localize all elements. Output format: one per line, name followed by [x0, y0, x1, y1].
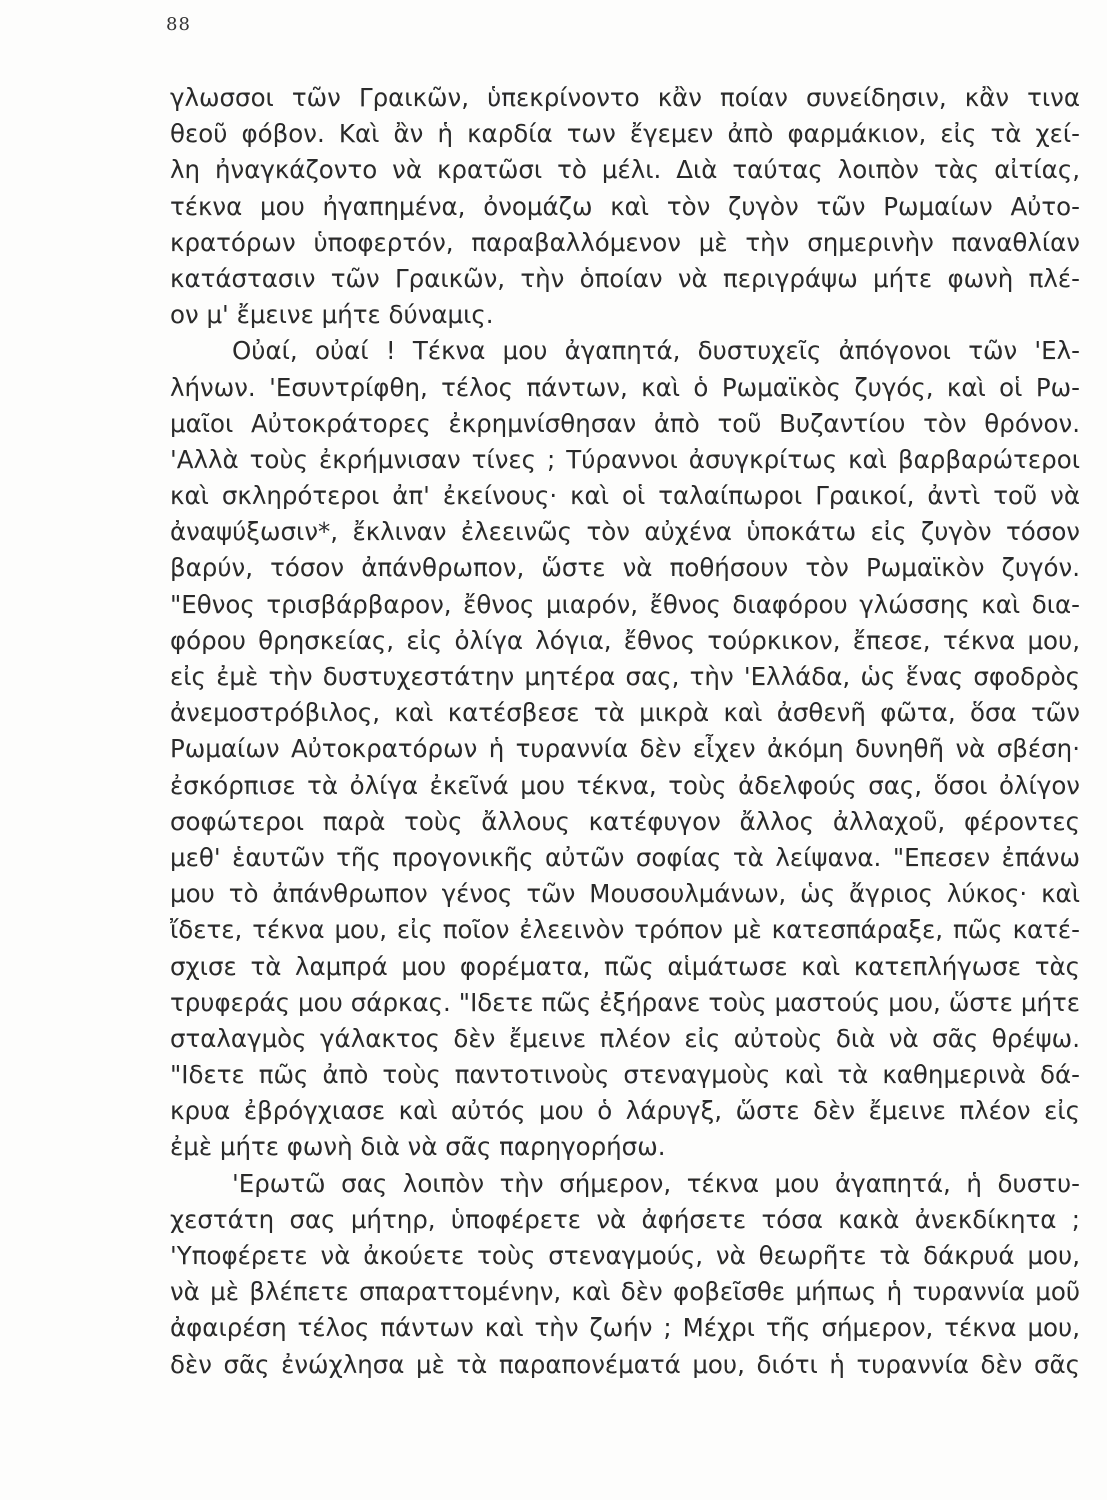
text-line: ἐμὲ μήτε φωνὴ διὰ νὰ σᾶς παρηγορήσω.	[170, 1132, 666, 1162]
text-line: ἴδετε, τέκνα μου, εἰς ποῖον ἐλεεινὸν τρόπον μὲ κατεσπάραξε, πῶς κατέ-	[170, 915, 1080, 945]
text-line: χεστάτη σας μήτηρ, ὑποφέρετε νὰ ἀφήσετε τόσα κακὰ ἀνεκδίκητα ;	[170, 1204, 1080, 1234]
text-line: 'Ερωτῶ σας λοιπὸν τὴν σήμερον, τέκνα μου ἀγαπητά, ἡ δυστυ-	[232, 1168, 1080, 1198]
text-line: λη ἠναγκάζοντο νὰ κρατῶσι τὸ μέλι. Διὰ ταύτας λοιπὸν τὰς αἰτίας,	[170, 155, 1080, 185]
text-line: Οὐαί, οὐαί ! Τέκνα μου ἀγαπητά, δυστυχεῖς ἀπόγονοι τῶν 'Ελ-	[232, 336, 1080, 366]
text-line: Ρωμαίων Αὐτοκρατόρων ἡ τυραννία δὲν εἶχεν ἀκόμη δυνηθῆ νὰ σβέση·	[170, 734, 1080, 764]
text-line: βαρύν, τόσον ἀπάνθρωπον, ὥστε νὰ ποθήσουν τὸν Ρωμαϊκὸν ζυγόν.	[170, 553, 1080, 583]
page-number: 88	[166, 14, 191, 35]
text-line: σχισε τὰ λαμπρά μου φορέματα, πῶς αἱμάτωσε καὶ κατεπλήγωσε τὰς	[170, 951, 1080, 981]
text-line: τέκνα μου ἠγαπημένα, ὀνομάζω καὶ τὸν ζυγὸν τῶν Ρωμαίων Αὐτο-	[170, 191, 1080, 221]
text-line: κρατόρων ὑποφερτόν, παραβαλλόμενον μὲ τὴν σημερινὴν παναθλίαν	[170, 227, 1080, 257]
text-line: σταλαγμὸς γάλακτος δὲν ἔμεινε πλέον εἰς αὐτοὺς διὰ νὰ σᾶς θρέψω.	[170, 1023, 1080, 1053]
body-text	[170, 80, 1080, 1383]
text-line: ἀναψύξωσιν*, ἔκλιναν ἐλεεινῶς τὸν αὐχένα ὑποκάτω εἰς ζυγὸν τόσον	[170, 517, 1080, 547]
text-line: κρυα ἐβρόγχιασε καὶ αὐτός μου ὁ λάρυγξ, ὥστε δὲν ἔμεινε πλέον εἰς	[170, 1096, 1080, 1126]
text-line: 'Αλλὰ τοὺς ἐκρήμνισαν τίνες ; Τύραννοι ἀσυγκρίτως καὶ βαρβαρώτεροι	[170, 444, 1080, 474]
text-line: "Ιδετε πῶς ἀπὸ τοὺς παντοτινοὺς στεναγμοὺς καὶ τὰ καθημερινὰ δά-	[170, 1060, 1080, 1090]
text-line: μου τὸ ἀπάνθρωπον γένος τῶν Μουσουλμάνων, ὡς ἄγριος λύκος· καὶ	[170, 879, 1080, 909]
text-line: ἐσκόρπισε τὰ ὀλίγα ἐκεῖνά μου τέκνα, τοὺς ἀδελφούς σας, ὅσοι ὀλίγον	[170, 770, 1080, 800]
text-line: "Εθνος τρισβάρβαρον, ἔθνος μιαρόν, ἔθνος διαφόρου γλώσσης καὶ δια-	[170, 589, 1080, 619]
text-line: μαῖοι Αὐτοκράτορες ἐκρημνίσθησαν ἀπὸ τοῦ Βυζαντίου τὸν θρόνον.	[170, 408, 1080, 438]
text-line: μεθ' ἑαυτῶν τῆς προγονικῆς αὐτῶν σοφίας τὰ λείψανα. "Επεσεν ἐπάνω	[170, 842, 1080, 872]
text-line: δὲν σᾶς ἐνώχλησα μὲ τὰ παραπονέματά μου, διότι ἡ τυραννία δὲν σᾶς	[170, 1349, 1080, 1379]
text-line: τρυφεράς μου σάρκας. "Ιδετε πῶς ἐξήρανε τοὺς μαστούς μου, ὥστε μήτε	[170, 987, 1080, 1017]
text-line: 'Υποφέρετε νὰ ἀκούετε τοὺς στεναγμούς, νὰ θεωρῆτε τὰ δάκρυά μου,	[170, 1241, 1080, 1270]
text-line: λήνων. 'Εσυντρίφθη, τέλος πάντων, καὶ ὁ Ρωμαϊκὸς ζυγός, καὶ οἱ Ρω-	[170, 372, 1080, 402]
text-line: φόρου θρησκείας, εἰς ὀλίγα λόγια, ἔθνος τούρκικον, ἔπεσε, τέκνα μου,	[170, 625, 1080, 655]
text-line: κατάστασιν τῶν Γραικῶν, τὴν ὁποίαν νὰ περιγράψω μήτε φωνὴ πλέ-	[170, 263, 1080, 293]
text-line: γλωσσοι τῶν Γραικῶν, ὑπεκρίνοντο κἂν ποίαν συνείδησιν, κἂν τινα	[170, 83, 1080, 112]
text-line: εἰς ἐμὲ τὴν δυστυχεστάτην μητέρα σας, τὴν 'Ελλάδα, ὡς ἕνας σφοδρὸς	[170, 662, 1080, 691]
text-line: σοφώτεροι παρὰ τοὺς ἄλλους κατέφυγον ἄλλος ἀλλαχοῦ, φέροντες	[170, 806, 1080, 836]
text-line: νὰ μὲ βλέπετε σπαραττομένην, καὶ δὲν φοβεῖσθε μήπως ἡ τυραννία μοῦ	[170, 1277, 1080, 1307]
text-line: θεοῦ φόβον. Καὶ ἂν ἡ καρδία των ἔγεμεν ἀπὸ φαρμάκιον, εἰς τὰ χεί-	[170, 119, 1080, 149]
text-line: ἀνεμοστρόβιλος, καὶ κατέσβεσε τὰ μικρὰ καὶ ἀσθενῆ φῶτα, ὅσα τῶν	[170, 698, 1080, 728]
text-line: ἀφαιρέση τέλος πάντων καὶ τὴν ζωήν ; Μέχρι τῆς σήμερον, τέκνα μου,	[170, 1313, 1080, 1343]
text-line: καὶ σκληρότεροι ἀπ' ἐκείνους· καὶ οἱ ταλαίπωροι Γραικοί, ἀντὶ τοῦ νὰ	[170, 481, 1080, 511]
text-line: ον μ' ἔμεινε μήτε δύναμις.	[170, 300, 494, 330]
